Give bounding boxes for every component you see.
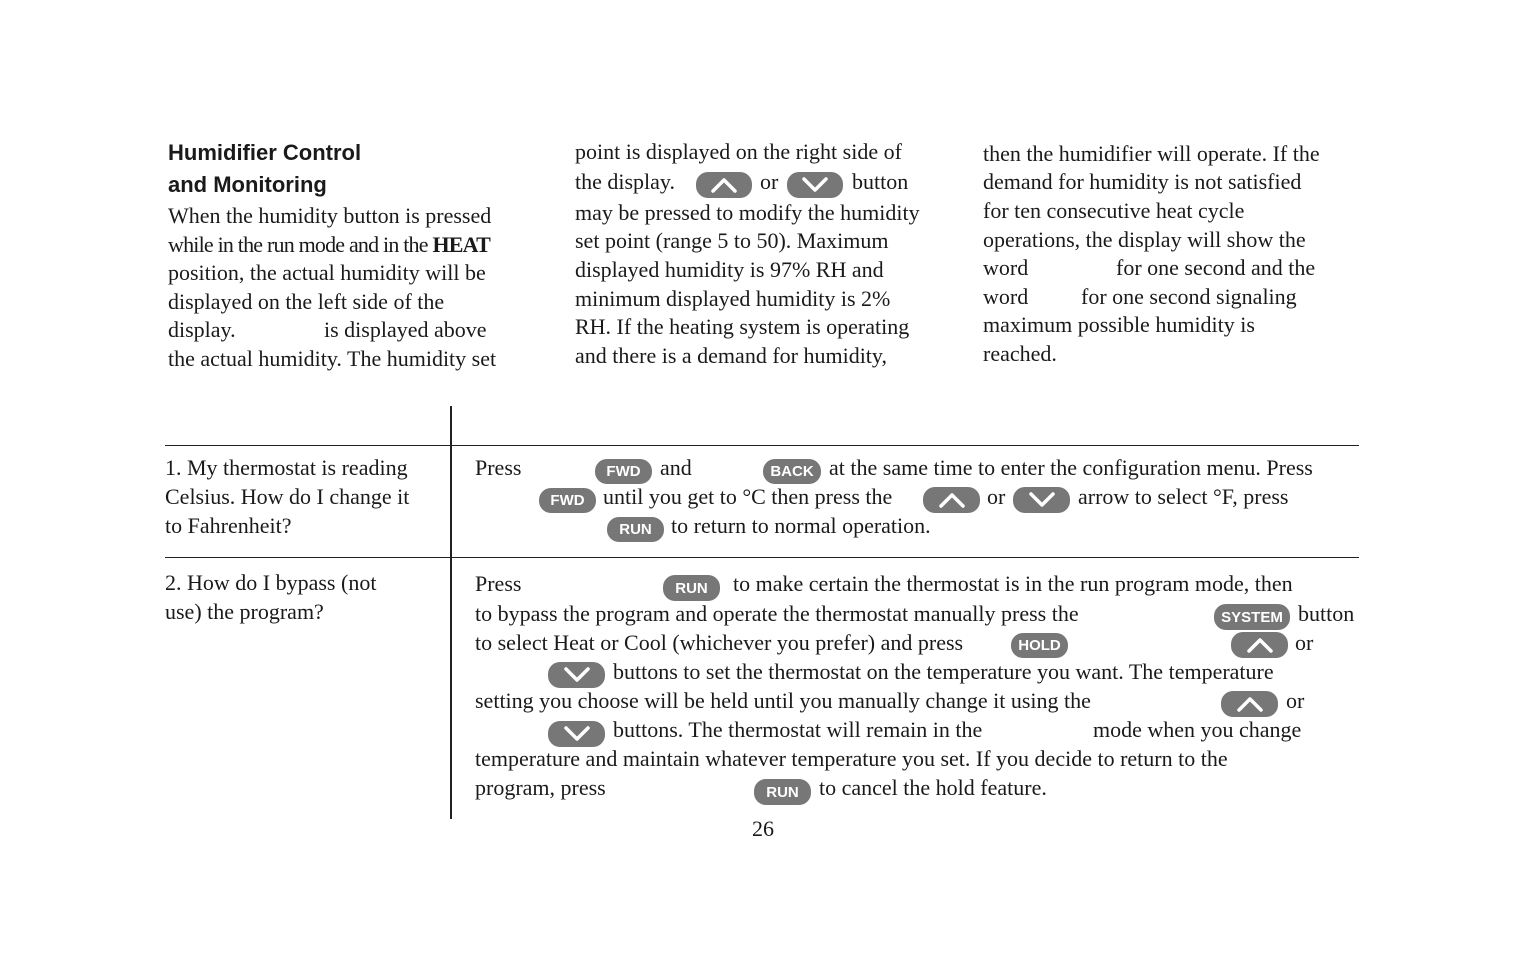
- col2-line5: displayed humidity is 97% RH and: [575, 257, 884, 282]
- answer-2-line5b: or: [1286, 688, 1305, 713]
- question-2-line2: use) the program?: [165, 599, 324, 624]
- fwd-button: FWD: [539, 488, 596, 513]
- col2-line7: RH. If the heating system is operating: [575, 314, 910, 339]
- col1-line5b: is displayed above: [324, 317, 487, 342]
- fwd-button: FWD: [595, 459, 652, 484]
- col3-line7: maximum possible humidity is: [983, 312, 1255, 337]
- answer-2-line8b: to cancel the hold feature.: [819, 775, 1047, 800]
- col1-line4: displayed on the left side of the: [168, 289, 445, 314]
- answer-2-line2a: to bypass the program and operate the thermostat manually press the: [475, 601, 1079, 626]
- col3-line5b: for one second and the: [1116, 255, 1316, 280]
- col3-line1: then the humidifier will operate. If the: [983, 141, 1320, 166]
- col1-line2: [168, 232, 490, 258]
- down-arrow-icon: [1028, 492, 1056, 508]
- system-button: SYSTEM: [1214, 604, 1290, 630]
- col1-line2-text: while in the run mode and in the: [168, 232, 433, 257]
- col2-line8: and there is a demand for humidity,: [575, 343, 887, 368]
- col1-line6: the actual humidity. The humidity set: [168, 346, 497, 371]
- up-arrow-icon: [938, 492, 966, 508]
- run-button: RUN: [607, 517, 664, 542]
- col2-line2a: the display.: [575, 169, 675, 194]
- col3-line3: for ten consecutive heat cycle: [983, 198, 1245, 223]
- answer-2-line3b: or: [1295, 630, 1314, 655]
- answer-2-line8a: program, press: [475, 775, 606, 800]
- section-heading-line1: Humidifier Control: [168, 140, 362, 165]
- heat-mode-label: HEAT: [432, 232, 490, 257]
- answer-2-line5a: setting you choose will be held until you manually change it using the: [475, 688, 1091, 713]
- run-button: RUN: [754, 779, 811, 805]
- col2-line3: may be pressed to modify the humidity: [575, 200, 920, 225]
- up-arrow-button: [696, 172, 752, 198]
- hold-button: HOLD: [1011, 633, 1068, 658]
- answer-2-line6a: buttons. The thermostat will remain in the: [613, 717, 983, 742]
- up-arrow-button: [923, 487, 980, 513]
- back-button: BACK: [763, 459, 821, 484]
- col1-line1: When the humidity button is pressed: [168, 203, 492, 228]
- answer-2-line1b: to make certain the thermostat is in the run program mode, then: [733, 571, 1293, 596]
- question-1-line1: 1. My thermostat is reading: [165, 455, 408, 480]
- col1-line5a: display.: [168, 317, 236, 342]
- answer-2-line6b: mode when you change: [1093, 717, 1302, 742]
- question-2-line1: 2. How do I bypass (not: [165, 570, 377, 595]
- run-button: RUN: [663, 575, 720, 601]
- col3-line4: operations, the display will show the: [983, 227, 1306, 252]
- table-row-divider: [165, 557, 1359, 558]
- down-arrow-button: [548, 662, 605, 688]
- answer-2-press: Press: [475, 571, 522, 596]
- col3-line2: demand for humidity is not satisfied: [983, 169, 1302, 194]
- up-arrow-icon: [1236, 696, 1264, 712]
- table-vertical-divider: [450, 406, 452, 819]
- col3-line6b: for one second signaling: [1081, 284, 1297, 309]
- answer-2-line3a: to select Heat or Cool (whichever you prefer) and press: [475, 630, 964, 655]
- question-1-line2: Celsius. How do I change it: [165, 484, 410, 509]
- col2-line4: set point (range 5 to 50). Maximum: [575, 228, 889, 253]
- up-arrow-icon: [1246, 637, 1274, 653]
- down-arrow-icon: [563, 667, 591, 683]
- table-top-rule: [165, 445, 1359, 446]
- answer-2-line4: buttons to set the thermostat on the temperature you want. The temperature: [613, 659, 1274, 684]
- col2-line1: point is displayed on the right side of: [575, 139, 902, 164]
- up-arrow-icon: [710, 177, 738, 193]
- answer-1-line2a: until you get to °C then press the: [603, 484, 893, 509]
- col2-line2c: button: [852, 169, 909, 194]
- answer-2-line2b: button: [1298, 601, 1355, 626]
- answer-1-line3: to return to normal operation.: [671, 513, 931, 538]
- up-arrow-button: [1221, 691, 1278, 717]
- down-arrow-button: [548, 721, 605, 747]
- col1-line3: position, the actual humidity will be: [168, 260, 486, 285]
- answer-2-line7: temperature and maintain whatever temperature you set. If you decide to return to the: [475, 746, 1228, 771]
- down-arrow-icon: [801, 177, 829, 193]
- up-arrow-button: [1231, 632, 1288, 658]
- col2-line2b: or: [760, 169, 779, 194]
- answer-1-press: Press: [475, 455, 522, 480]
- col3-line5a: word: [983, 255, 1029, 280]
- answer-1-line1c: at the same time to enter the configuration menu. Press: [829, 455, 1313, 480]
- answer-1-line2c: arrow to select °F, press: [1078, 484, 1289, 509]
- page-number: 26: [752, 816, 774, 841]
- down-arrow-button: [787, 172, 843, 198]
- answer-1-and: and: [660, 455, 692, 480]
- down-arrow-button: [1013, 487, 1070, 513]
- answer-1-or: or: [987, 484, 1006, 509]
- col3-line8: reached.: [983, 341, 1057, 366]
- col2-line6: minimum displayed humidity is 2%: [575, 286, 891, 311]
- col3-line6a: word: [983, 284, 1029, 309]
- down-arrow-icon: [563, 726, 591, 742]
- section-heading-line2: and Monitoring: [168, 172, 327, 197]
- question-1-line3: to Fahrenheit?: [165, 513, 292, 538]
